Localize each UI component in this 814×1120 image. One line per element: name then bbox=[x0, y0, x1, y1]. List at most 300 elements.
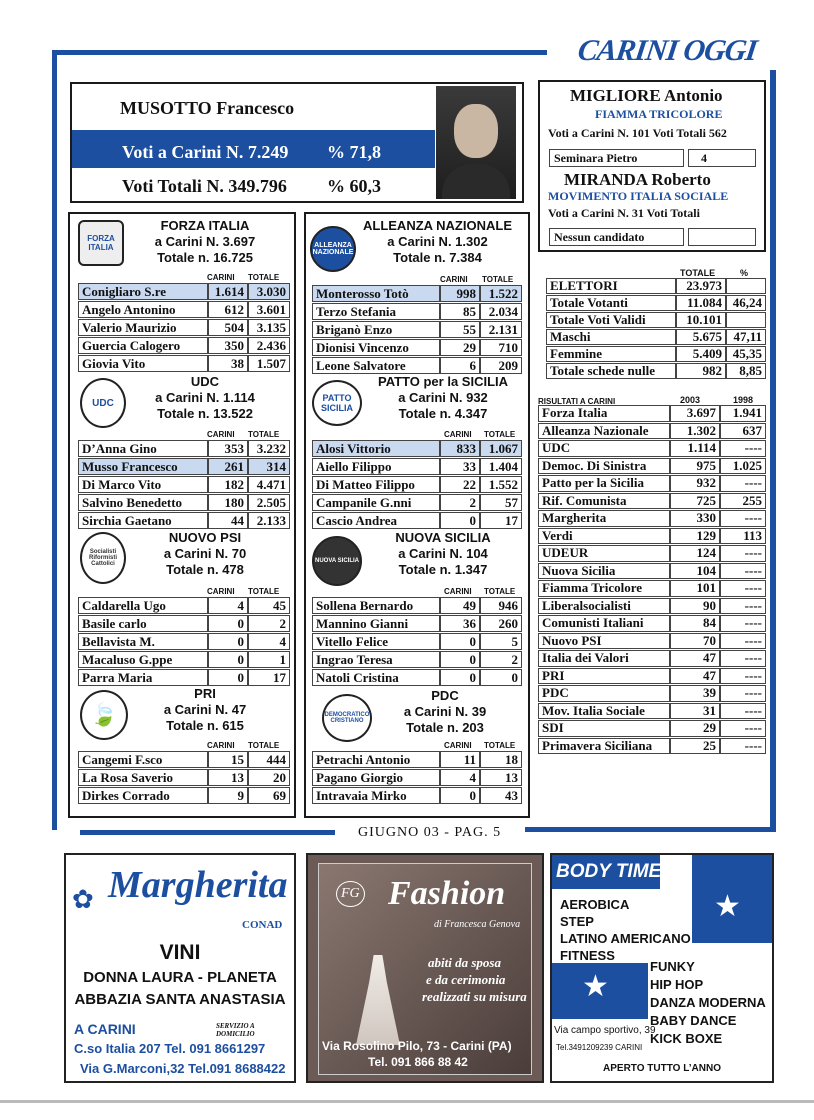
ad3-tel: Tel.3491209239 CARINI bbox=[556, 1043, 643, 1052]
an-carini: a Carini N. 1.302 bbox=[387, 234, 488, 249]
col-totale: TOTALE bbox=[248, 741, 280, 750]
candidate-name: Cascio Andrea bbox=[312, 512, 440, 529]
nuova-sicilia-logo-text: NUOVA SICILIA bbox=[314, 558, 359, 564]
an-name: ALLEANZA NAZIONALE bbox=[362, 218, 512, 233]
candidate-carini: 261 bbox=[208, 458, 248, 475]
candidate-totale: 2 bbox=[248, 615, 290, 632]
nuova-sicilia-carini: a Carini N. 104 bbox=[398, 546, 488, 561]
candidate-carini: 49 bbox=[440, 597, 480, 614]
ad1-brand: Margherita bbox=[108, 864, 288, 906]
candidate-totale: 57 bbox=[480, 494, 522, 511]
candidate-totale: 946 bbox=[480, 597, 522, 614]
udc-title bbox=[130, 374, 280, 422]
ad3-r3: DANZA MODERNA bbox=[650, 995, 766, 1010]
candidate-carini: 22 bbox=[440, 476, 480, 493]
candidate-name: Monterosso Totò bbox=[312, 285, 440, 302]
results-party: Rif. Comunista bbox=[538, 493, 670, 510]
candidate-name: Sirchia Gaetano bbox=[78, 512, 208, 529]
stats-row bbox=[546, 346, 766, 362]
candidate-name: Musso Francesco bbox=[78, 458, 208, 475]
stats-total: 10.101 bbox=[676, 312, 726, 328]
pdc-title bbox=[370, 688, 520, 736]
nuova-sicilia-title bbox=[358, 530, 528, 578]
candidate-totale: 4.471 bbox=[248, 476, 290, 493]
stats-table bbox=[546, 277, 766, 380]
dancer-icon-2: ★ bbox=[582, 970, 609, 1003]
candidate-totale: 710 bbox=[480, 339, 522, 356]
results-y1: 2003 bbox=[680, 395, 701, 405]
candidate-row bbox=[312, 357, 522, 374]
c1-votes: Voti a Carini N. 101 Voti Totali 562 bbox=[548, 126, 727, 140]
candidate-name: Natoli Cristina bbox=[312, 669, 440, 686]
results-1998: 1.025 bbox=[720, 458, 766, 475]
stats-head-pct: % bbox=[740, 268, 749, 278]
candidate-totale: 1.552 bbox=[480, 476, 522, 493]
candidate-name: Mannino Gianni bbox=[312, 615, 440, 632]
results-2003: 39 bbox=[670, 685, 720, 702]
results-2003: 1.302 bbox=[670, 423, 720, 440]
ivy-leaf-icon: 🍃 bbox=[80, 690, 128, 740]
candidate-name: Conigliaro S.re bbox=[78, 283, 208, 300]
candidate-carini: 180 bbox=[208, 494, 248, 511]
patto-name: PATTO per la SICILIA bbox=[377, 374, 509, 389]
candidate-carini: 182 bbox=[208, 476, 248, 493]
candidate-carini: 2 bbox=[440, 494, 480, 511]
nuovo-psi-name: NUOVO PSI bbox=[168, 530, 242, 545]
dancer-icon-1: ★ bbox=[714, 890, 741, 923]
results-party: Liberalsocialisti bbox=[538, 598, 670, 615]
candidate-carini: 55 bbox=[440, 321, 480, 338]
results-row bbox=[538, 493, 766, 510]
candidate-photo bbox=[436, 86, 516, 199]
candidate-row bbox=[78, 615, 290, 632]
candidate-name: Sollena Bernardo bbox=[312, 597, 440, 614]
forza-italia-logo bbox=[78, 220, 124, 266]
candidate-row bbox=[312, 339, 522, 356]
candidate-carini: 44 bbox=[208, 512, 248, 529]
stats-total: 5.675 bbox=[676, 329, 726, 345]
candidate-row bbox=[78, 597, 290, 614]
candidate-totale: 43 bbox=[480, 787, 522, 804]
results-party: UDC bbox=[538, 440, 670, 457]
ad1-vini: VINI bbox=[159, 941, 201, 964]
results-1998: ---- bbox=[720, 475, 766, 492]
results-2003: 1.114 bbox=[670, 440, 720, 457]
results-party: Nuovo PSI bbox=[538, 633, 670, 650]
candidate-totale: 69 bbox=[248, 787, 290, 804]
candidate-totale: 0 bbox=[480, 669, 522, 686]
other-candidates-box bbox=[538, 80, 766, 252]
candidate-carini: 85 bbox=[440, 303, 480, 320]
candidate-row bbox=[78, 458, 290, 475]
results-row bbox=[538, 650, 766, 667]
results-1998: ---- bbox=[720, 510, 766, 527]
results-2003: 31 bbox=[670, 703, 720, 720]
candidate-totale: 2.131 bbox=[480, 321, 522, 338]
winner-carini-pct: % 71,8 bbox=[327, 142, 381, 162]
candidate-totale: 1.404 bbox=[480, 458, 522, 475]
candidate-carini: 0 bbox=[440, 669, 480, 686]
udc-logo-text: UDC bbox=[92, 397, 114, 409]
candidate-row bbox=[312, 615, 522, 632]
pri-name: PRI bbox=[194, 686, 216, 701]
results-party: Margherita bbox=[538, 510, 670, 527]
nuovo-psi-totale: Totale n. 478 bbox=[166, 562, 244, 577]
page-frame-left bbox=[52, 50, 57, 830]
results-2003: 932 bbox=[670, 475, 720, 492]
ad1-serv: SERVIZIO A DOMICILIO bbox=[216, 1022, 255, 1038]
candidate-carini: 38 bbox=[208, 355, 248, 372]
results-row bbox=[538, 580, 766, 597]
results-1998: ---- bbox=[720, 738, 766, 755]
candidate-carini: 29 bbox=[440, 339, 480, 356]
candidate-row bbox=[312, 458, 522, 475]
candidate-row bbox=[78, 494, 290, 511]
ad2-by: di Francesca Genova bbox=[434, 919, 521, 930]
results-party: Comunisti Italiani bbox=[538, 615, 670, 632]
col-carini: CARINI bbox=[444, 587, 472, 596]
ad3-l2: STEP bbox=[560, 914, 594, 929]
nuova-sicilia-name: NUOVA SICILIA bbox=[395, 530, 491, 545]
pdc-logo-text: DEMOCRATICO CRISTIANO bbox=[324, 712, 370, 724]
results-row bbox=[538, 458, 766, 475]
candidate-name: Briganò Enzo bbox=[312, 321, 440, 338]
ad1-a1: C.so Italia 207 Tel. 091 8661297 bbox=[74, 1041, 266, 1056]
results-1998: ---- bbox=[720, 703, 766, 720]
candidate-name: Parra Maria bbox=[78, 669, 208, 686]
ad3-addr: Via campo sportivo, 39 bbox=[554, 1025, 656, 1036]
candidate-row bbox=[78, 301, 290, 318]
candidate-totale: 3.232 bbox=[248, 440, 290, 457]
candidate-row bbox=[78, 751, 290, 768]
results-2003: 975 bbox=[670, 458, 720, 475]
ad2-fg: FG bbox=[336, 881, 365, 907]
results-1998: ---- bbox=[720, 650, 766, 667]
results-2003: 101 bbox=[670, 580, 720, 597]
candidate-totale: 3.030 bbox=[248, 283, 290, 300]
candidate-name: Petrachi Antonio bbox=[312, 751, 440, 768]
ad1-conad: CONAD bbox=[242, 919, 283, 931]
candidate-name: Macaluso G.ppe bbox=[78, 651, 208, 668]
udc-logo bbox=[80, 378, 126, 428]
forza-italia-logo-text: FORZA ITALIA bbox=[87, 234, 115, 252]
pdc-totale: Totale n. 203 bbox=[406, 720, 484, 735]
candidate-name: Bellavista M. bbox=[78, 633, 208, 650]
candidate-row bbox=[78, 512, 290, 529]
bottom-rule-left bbox=[80, 830, 335, 835]
candidate-carini: 0 bbox=[208, 669, 248, 686]
results-party: Patto per la Sicilia bbox=[538, 475, 670, 492]
none-val bbox=[688, 228, 756, 246]
stats-pct: 45,35 bbox=[726, 346, 766, 362]
results-party: PDC bbox=[538, 685, 670, 702]
candidate-row bbox=[78, 633, 290, 650]
candidate-totale: 1 bbox=[248, 651, 290, 668]
results-party: Mov. Italia Sociale bbox=[538, 703, 670, 720]
candidate-row bbox=[78, 476, 290, 493]
results-1998: ---- bbox=[720, 668, 766, 685]
results-1998: 113 bbox=[720, 528, 766, 545]
results-party: Primavera Siciliana bbox=[538, 738, 670, 755]
results-row bbox=[538, 405, 766, 422]
results-2003: 90 bbox=[670, 598, 720, 615]
candidate-name: Terzo Stefania bbox=[312, 303, 440, 320]
ad3-l4: FITNESS bbox=[560, 948, 615, 963]
candidate-row bbox=[312, 597, 522, 614]
results-1998: ---- bbox=[720, 598, 766, 615]
patto-title bbox=[358, 374, 528, 422]
winner-totali: Voti Totali N. 349.796 bbox=[122, 176, 287, 196]
winner-name: MUSOTTO Francesco bbox=[120, 98, 295, 118]
stats-label: Totale Voti Validi bbox=[546, 312, 676, 328]
candidate-totale: 314 bbox=[248, 458, 290, 475]
candidate-totale: 3.601 bbox=[248, 301, 290, 318]
patto-logo-text: PATTO SICILIA bbox=[320, 393, 353, 413]
bottom-rule-right bbox=[525, 827, 775, 832]
results-1998: 637 bbox=[720, 423, 766, 440]
ad3-open: APERTO TUTTO L’ANNO bbox=[603, 1063, 721, 1074]
nuovo-psi-carini: a Carini N. 70 bbox=[163, 546, 247, 561]
forza-italia-table bbox=[78, 282, 290, 373]
results-row bbox=[538, 545, 766, 562]
pri-totale: Totale n. 615 bbox=[166, 718, 244, 733]
results-row bbox=[538, 633, 766, 650]
c1-name: MIGLIORE Antonio bbox=[570, 86, 723, 105]
patto-carini: a Carini N. 932 bbox=[398, 390, 488, 405]
forza-italia-name: FORZA ITALIA bbox=[160, 218, 250, 233]
forza-italia-carini: a Carini N. 3.697 bbox=[154, 234, 256, 249]
an-totale: Totale n. 7.384 bbox=[393, 250, 482, 265]
candidate-row bbox=[312, 476, 522, 493]
col-carini: CARINI bbox=[440, 275, 468, 284]
candidate-totale: 4 bbox=[248, 633, 290, 650]
col-carini: CARINI bbox=[207, 430, 235, 439]
winner-box bbox=[70, 82, 524, 203]
candidate-totale: 444 bbox=[248, 751, 290, 768]
ad2-tel: Tel. 091 866 88 42 bbox=[368, 1055, 468, 1069]
results-row bbox=[538, 738, 766, 755]
ad-fashion bbox=[306, 853, 544, 1083]
candidate-carini: 0 bbox=[440, 512, 480, 529]
candidate-carini: 6 bbox=[440, 357, 480, 374]
candidate-totale: 45 bbox=[248, 597, 290, 614]
results-row bbox=[538, 510, 766, 527]
candidate-totale: 260 bbox=[480, 615, 522, 632]
pri-title bbox=[130, 686, 280, 734]
pdc-carini: a Carini N. 39 bbox=[403, 704, 487, 719]
nuova-sicilia-logo bbox=[312, 536, 362, 586]
results-2003: 29 bbox=[670, 720, 720, 737]
stats-total: 11.084 bbox=[676, 295, 726, 311]
candidate-name: Pagano Giorgio bbox=[312, 769, 440, 786]
candidate-totale: 2.505 bbox=[248, 494, 290, 511]
candidate-carini: 0 bbox=[440, 787, 480, 804]
stats-label: ELETTORI bbox=[546, 278, 676, 294]
ad-body-time bbox=[550, 853, 774, 1083]
patto-table bbox=[312, 439, 522, 530]
col-totale: TOTALE bbox=[484, 430, 516, 439]
candidate-name: Salvino Benedetto bbox=[78, 494, 208, 511]
right-rule bbox=[770, 70, 776, 832]
candidate-carini: 4 bbox=[440, 769, 480, 786]
candidate-row bbox=[312, 651, 522, 668]
ad1-a2: Via G.Marconi,32 Tel.091 8688422 bbox=[80, 1061, 286, 1076]
results-row bbox=[538, 475, 766, 492]
stats-label: Totale schede nulle bbox=[546, 363, 676, 379]
candidate-row bbox=[78, 651, 290, 668]
candidate-name: Basile carlo bbox=[78, 615, 208, 632]
stats-pct: 46,24 bbox=[726, 295, 766, 311]
candidate-row bbox=[78, 319, 290, 336]
results-2003: 47 bbox=[670, 668, 720, 685]
results-2003: 104 bbox=[670, 563, 720, 580]
stats-total: 982 bbox=[676, 363, 726, 379]
results-1998: 1.941 bbox=[720, 405, 766, 422]
candidate-carini: 4 bbox=[208, 597, 248, 614]
candidate-carini: 36 bbox=[440, 615, 480, 632]
ad3-l3: LATINO AMERICANO bbox=[560, 931, 691, 946]
results-2003: 25 bbox=[670, 738, 720, 755]
udc-table bbox=[78, 439, 290, 530]
nuovo-psi-logo-text: Socialisti Riformisti Cattolici bbox=[88, 549, 117, 567]
bottom-grey-bar bbox=[0, 1100, 814, 1103]
candidate-totale: 2 bbox=[480, 651, 522, 668]
candidate-totale: 18 bbox=[480, 751, 522, 768]
candidate-name: Guercia Calogero bbox=[78, 337, 208, 354]
candidate-name: Vitello Felice bbox=[312, 633, 440, 650]
an-logo-text: ALLEANZA NAZIONALE bbox=[312, 242, 354, 256]
c1-party: FIAMMA TRICOLORE bbox=[595, 107, 723, 121]
candidate-name: Caldarella Ugo bbox=[78, 597, 208, 614]
candidate-totale: 209 bbox=[480, 357, 522, 374]
candidate-row bbox=[312, 669, 522, 686]
candidate-carini: 0 bbox=[440, 651, 480, 668]
results-row bbox=[538, 685, 766, 702]
ad3-r2: HIP HOP bbox=[650, 977, 704, 992]
stats-row bbox=[546, 278, 766, 294]
col-carini: CARINI bbox=[207, 741, 235, 750]
top-rule bbox=[52, 50, 547, 55]
results-party: Alleanza Nazionale bbox=[538, 423, 670, 440]
col-totale: TOTALE bbox=[248, 273, 280, 282]
candidate-totale: 2.034 bbox=[480, 303, 522, 320]
ad1-l2: ABBAZIA SANTA ANASTASIA bbox=[74, 991, 286, 1008]
stats-row bbox=[546, 363, 766, 379]
nuovo-psi-logo bbox=[80, 532, 126, 584]
results-1998: 255 bbox=[720, 493, 766, 510]
stats-total: 23.973 bbox=[676, 278, 726, 294]
ad3-r4: BABY DANCE bbox=[650, 1013, 737, 1028]
winner-carini: Voti a Carini N. 7.249 bbox=[122, 142, 289, 162]
candidate-row bbox=[312, 512, 522, 529]
sub-name: Seminara Pietro bbox=[549, 149, 684, 167]
results-2003: 330 bbox=[670, 510, 720, 527]
c2-votes: Voti a Carini N. 31 Voti Totali bbox=[548, 206, 700, 220]
candidate-row bbox=[78, 337, 290, 354]
results-party: UDEUR bbox=[538, 545, 670, 562]
candidate-totale: 3.135 bbox=[248, 319, 290, 336]
ad1-l1: DONNA LAURA - PLANETA bbox=[83, 969, 277, 986]
candidate-totale: 17 bbox=[480, 512, 522, 529]
patto-totale: Totale n. 4.347 bbox=[398, 406, 488, 421]
candidate-row bbox=[312, 633, 522, 650]
candidate-row bbox=[78, 283, 290, 300]
an-title bbox=[350, 218, 525, 266]
candidate-carini: 0 bbox=[208, 615, 248, 632]
candidate-row bbox=[312, 769, 522, 786]
stats-pct bbox=[726, 278, 766, 294]
candidate-row bbox=[312, 751, 522, 768]
masthead: CARINI OGGI bbox=[575, 34, 759, 67]
candidate-row bbox=[312, 321, 522, 338]
ad3-r5: KICK BOXE bbox=[650, 1031, 723, 1046]
winner-totali-pct: % 60,3 bbox=[327, 176, 381, 196]
stats-row bbox=[546, 312, 766, 328]
candidate-name: Angelo Antonino bbox=[78, 301, 208, 318]
col-carini: CARINI bbox=[207, 273, 235, 282]
results-1998: ---- bbox=[720, 563, 766, 580]
candidate-name: La Rosa Saverio bbox=[78, 769, 208, 786]
candidate-totale: 13 bbox=[480, 769, 522, 786]
stats-pct bbox=[726, 312, 766, 328]
candidate-row bbox=[78, 769, 290, 786]
forza-italia-totale: Totale n. 16.725 bbox=[157, 250, 253, 265]
candidate-row bbox=[312, 285, 522, 302]
candidate-name: Di Matteo Filippo bbox=[312, 476, 440, 493]
results-row bbox=[538, 423, 766, 440]
flower-icon: ✿ bbox=[72, 885, 94, 914]
candidate-totale: 17 bbox=[248, 669, 290, 686]
udc-carini: a Carini N. 1.114 bbox=[155, 390, 255, 405]
candidate-carini: 353 bbox=[208, 440, 248, 457]
candidate-totale: 2.133 bbox=[248, 512, 290, 529]
pri-carini: a Carini N. 47 bbox=[163, 702, 247, 717]
results-row bbox=[538, 563, 766, 580]
candidate-row bbox=[78, 669, 290, 686]
results-party: Nuova Sicilia bbox=[538, 563, 670, 580]
results-2003: 129 bbox=[670, 528, 720, 545]
stats-label: Totale Votanti bbox=[546, 295, 676, 311]
candidate-carini: 33 bbox=[440, 458, 480, 475]
candidate-row bbox=[312, 303, 522, 320]
ad3-l1: AEROBICA bbox=[560, 897, 630, 912]
col-totale: TOTALE bbox=[248, 430, 280, 439]
candidate-row bbox=[78, 355, 290, 372]
results-2003: 124 bbox=[670, 545, 720, 562]
stats-pct: 8,85 bbox=[726, 363, 766, 379]
candidate-totale: 5 bbox=[480, 633, 522, 650]
results-1998: ---- bbox=[720, 685, 766, 702]
results-row bbox=[538, 598, 766, 615]
page-footer: GIUGNO 03 - PAG. 5 bbox=[358, 825, 502, 840]
results-party: Democ. Di Sinistra bbox=[538, 458, 670, 475]
candidate-carini: 15 bbox=[208, 751, 248, 768]
candidate-carini: 0 bbox=[440, 633, 480, 650]
results-row bbox=[538, 703, 766, 720]
stats-total: 5.409 bbox=[676, 346, 726, 362]
candidate-name: Valerio Maurizio bbox=[78, 319, 208, 336]
candidate-carini: 0 bbox=[208, 651, 248, 668]
candidate-carini: 0 bbox=[208, 633, 248, 650]
candidate-name: Dirkes Corrado bbox=[78, 787, 208, 804]
candidate-totale: 2.436 bbox=[248, 337, 290, 354]
patto-logo bbox=[312, 380, 362, 426]
udc-name: UDC bbox=[190, 374, 220, 389]
results-2003: 725 bbox=[670, 493, 720, 510]
candidate-carini: 612 bbox=[208, 301, 248, 318]
results-row bbox=[538, 440, 766, 457]
ad2-s2: e da cerimonia bbox=[426, 972, 506, 987]
